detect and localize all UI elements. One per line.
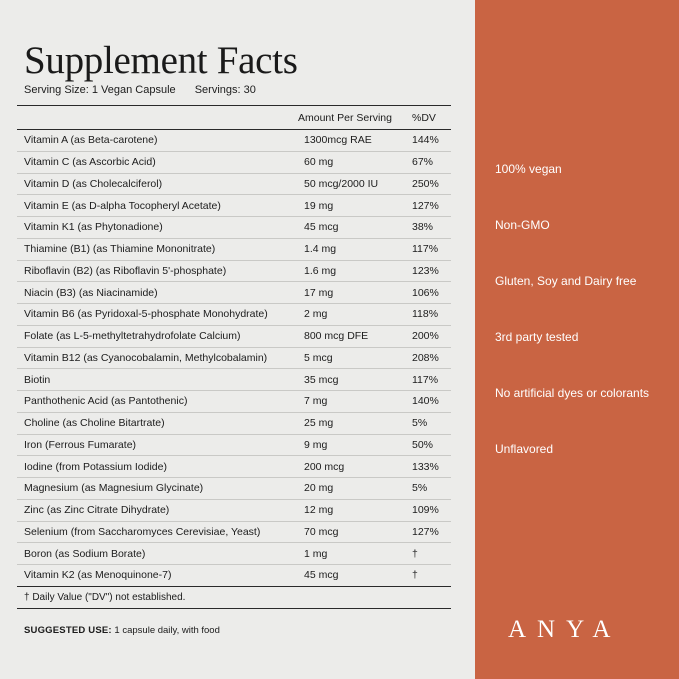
- nutrient-dv: 144%: [412, 134, 439, 147]
- feature-item: 100% vegan: [495, 162, 562, 176]
- brand-logo: ANYA: [508, 616, 622, 643]
- feature-item: 3rd party tested: [495, 330, 579, 344]
- table-row: [17, 130, 451, 152]
- table-row: [17, 282, 451, 304]
- nutrient-dv: 123%: [412, 264, 439, 277]
- nutrient-name: Vitamin K1 (as Phytonadione): [24, 221, 163, 234]
- nutrient-amount: 200 mcg: [304, 460, 345, 473]
- nutrient-amount: 5 mcg: [304, 351, 333, 364]
- serving-info: [24, 84, 256, 96]
- table-row: [17, 500, 451, 522]
- serving-size: Serving Size: 1 Vegan Capsule: [24, 84, 176, 96]
- feature-item: No artificial dyes or colorants: [495, 386, 650, 400]
- table-header: [17, 106, 451, 130]
- feature-list: [495, 157, 649, 493]
- nutrient-dv: 118%: [412, 308, 439, 321]
- header-dv: %DV: [412, 111, 436, 124]
- nutrient-name: Vitamin B6 (as Pyridoxal-5-phosphate Monohydrate): [24, 308, 268, 321]
- table-row: [17, 304, 451, 326]
- nutrient-amount: 60 mg: [304, 156, 334, 169]
- nutrient-name: Riboflavin (B2) (as Riboflavin 5'-phosphate): [24, 264, 227, 277]
- nutrient-name: Vitamin E (as D-alpha Tocopheryl Acetate): [24, 199, 221, 212]
- servings-count: Servings: 30: [194, 84, 256, 96]
- nutrient-amount: 70 mcg: [304, 525, 339, 538]
- table-row: [17, 217, 451, 239]
- nutrient-amount: 45 mcg: [304, 569, 339, 582]
- nutrient-name: Iron (Ferrous Fumarate): [24, 438, 137, 451]
- nutrient-amount: 7 mg: [304, 395, 328, 408]
- nutrient-name: Boron (as Sodium Borate): [24, 547, 146, 560]
- nutrient-name: Magnesium (as Magnesium Glycinate): [24, 482, 204, 495]
- nutrient-amount: 1.6 mg: [304, 264, 337, 277]
- nutrient-dv: 117%: [412, 373, 439, 386]
- nutrient-amount: 2 mg: [304, 308, 328, 321]
- nutrient-name: Thiamine (B1) (as Thiamine Mononitrate): [24, 243, 216, 256]
- nutrient-amount: 50 mcg/2000 IU: [304, 177, 379, 190]
- nutrient-name: Vitamin A (as Beta-carotene): [24, 134, 158, 147]
- nutrient-dv: †: [412, 569, 418, 582]
- suggested-use: [24, 625, 220, 636]
- nutrient-dv: 67%: [412, 156, 434, 169]
- table-row: [17, 152, 451, 174]
- brand-panel: [475, 0, 679, 679]
- nutrient-name: Vitamin K2 (as Menoquinone-7): [24, 569, 172, 582]
- nutrient-amount: 1300mcg RAE: [304, 134, 372, 147]
- nutrient-amount: 1 mg: [304, 547, 328, 560]
- table-row: [17, 543, 451, 565]
- nutrient-name: Vitamin C (as Ascorbic Acid): [24, 156, 156, 169]
- nutrient-name: Vitamin B12 (as Cyanocobalamin, Methylcobalamin): [24, 351, 268, 364]
- table-row: [17, 348, 451, 370]
- table-row: [17, 413, 451, 435]
- nutrient-dv: 133%: [412, 460, 439, 473]
- nutrient-name: Vitamin D (as Cholecalciferol): [24, 177, 163, 190]
- table-row: [17, 565, 451, 587]
- nutrient-amount: 35 mcg: [304, 373, 339, 386]
- nutrient-dv: 208%: [412, 351, 439, 364]
- nutrient-dv: 127%: [412, 199, 439, 212]
- nutrient-name: Selenium (from Saccharomyces Cerevisiae, Yeast): [24, 525, 261, 538]
- feature-item: Gluten, Soy and Dairy free: [495, 274, 637, 288]
- nutrient-amount: 20 mg: [304, 482, 334, 495]
- nutrient-name: Zinc (as Zinc Citrate Dihydrate): [24, 504, 170, 517]
- nutrient-amount: 9 mg: [304, 438, 328, 451]
- nutrient-dv: 250%: [412, 177, 439, 190]
- nutrient-amount: 25 mg: [304, 417, 334, 430]
- nutrient-dv: 117%: [412, 243, 439, 256]
- nutrient-name: Panthothenic Acid (as Pantothenic): [24, 395, 188, 408]
- nutrient-dv: 50%: [412, 438, 434, 451]
- table-row: [17, 435, 451, 457]
- nutrient-name: Choline (as Choline Bitartrate): [24, 417, 165, 430]
- feature-item: Unflavored: [495, 442, 554, 456]
- nutrient-name: Folate (as L-5-methyltetrahydrofolate Calcium): [24, 330, 241, 343]
- table-row: [17, 195, 451, 217]
- nutrient-amount: 45 mcg: [304, 221, 339, 234]
- suggested-use-text: 1 capsule daily, with food: [111, 625, 220, 636]
- table-row: [17, 326, 451, 348]
- table-row: [17, 174, 451, 196]
- nutrient-dv: 109%: [412, 504, 439, 517]
- suggested-use-label: SUGGESTED USE:: [24, 625, 112, 636]
- nutrient-name: Biotin: [24, 373, 51, 386]
- table-row: [17, 456, 451, 478]
- nutrient-dv: 127%: [412, 525, 439, 538]
- table-body: [17, 130, 451, 587]
- panel-title: Supplement Facts: [24, 39, 298, 82]
- table-row: [17, 522, 451, 544]
- nutrient-amount: 1.4 mg: [304, 243, 337, 256]
- facts-table: [17, 105, 451, 609]
- nutrient-amount: 19 mg: [304, 199, 334, 212]
- table-row: [17, 391, 451, 413]
- nutrient-dv: †: [412, 547, 418, 560]
- nutrient-amount: 17 mg: [304, 286, 334, 299]
- nutrient-amount: 12 mg: [304, 504, 334, 517]
- table-row: [17, 239, 451, 261]
- table-row: [17, 369, 451, 391]
- nutrient-dv: 106%: [412, 286, 439, 299]
- footnote: † Daily Value ("DV") not established.: [17, 587, 451, 609]
- header-amount: Amount Per Serving: [298, 111, 392, 124]
- nutrient-amount: 800 mcg DFE: [304, 330, 369, 343]
- nutrient-dv: 38%: [412, 221, 434, 234]
- feature-item: Non-GMO: [495, 218, 550, 232]
- nutrient-name: Iodine (from Potassium Iodide): [24, 460, 167, 473]
- nutrient-dv: 140%: [412, 395, 439, 408]
- nutrient-name: Niacin (B3) (as Niacinamide): [24, 286, 158, 299]
- nutrient-dv: 200%: [412, 330, 439, 343]
- table-row: [17, 261, 451, 283]
- table-row: [17, 478, 451, 500]
- nutrient-dv: 5%: [412, 482, 428, 495]
- nutrient-dv: 5%: [412, 417, 428, 430]
